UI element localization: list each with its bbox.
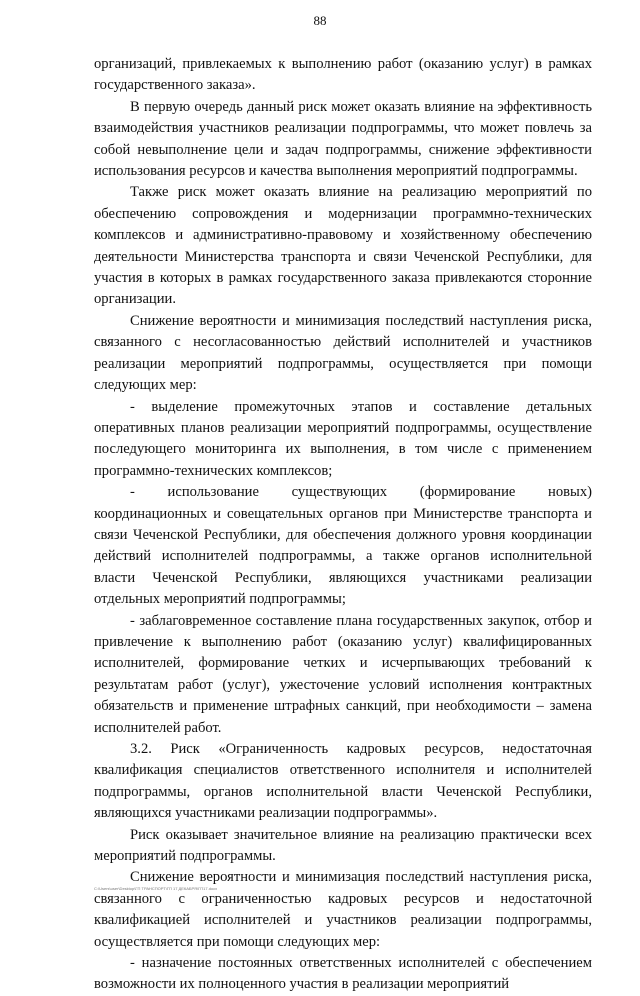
paragraph: Риск оказывает значительное влияние на реализацию практически всех мероприятий подпрограммы. bbox=[94, 826, 592, 865]
paragraph: Снижение вероятности и минимизация последствий наступления риска, связанного с несогласованностью действий исполнителей и участников реализации мероприятий подпрограммы, осуществляется при помощи следующих мер: bbox=[94, 312, 592, 394]
list-item: - выделение промежуточных этапов и составление детальных оперативных планов реализации мероприятий подпрограммы, осуществление последующего мониторинга их выполнения, в том числе с применением программно-технических комплексов; bbox=[94, 398, 592, 479]
page-number: 88 bbox=[313, 13, 327, 28]
paragraph: В первую очередь данный риск может оказать влияние на эффективность взаимодействия участников реализации подпрограммы, что может повлечь за собой невыполнение цели и задач подпрограммы, снижение эффективности использования ресурсов и качества выполнения мероприятий подпрограммы. bbox=[94, 98, 592, 180]
section-heading-paragraph: 3.2. Риск «Ограниченность кадровых ресурсов, недостаточная квалификация специалистов ответственного исполнителя и исполнителей подпрограммы, органов исполнительной власти Чеченской Республики, являющихся участниками реализации подпрограммы». bbox=[94, 741, 592, 822]
paragraph-continuation: организаций, привлекаемых к выполнению работ (оказанию услуг) в рамках государственного заказа». bbox=[94, 56, 592, 94]
list-item: - использование существующих (формирование новых) координационных и совещательных органов при Министерстве транспорта и связи Чеченской Республики, для обеспечения должного уровня координации действий исполнителей подпрограммы, а также органов исполнительной власти Чеченской Республики, являющихся участниками реализации отдельных мероприятий подпрограммы; bbox=[94, 484, 592, 608]
file-path-footer: С:\Users\user\Desktop\ГП ТРАНСПОРТ\ГП 17 ДЕКАБРЯ\ГП17.docx bbox=[94, 886, 218, 891]
paragraph: Снижение вероятности и минимизация последствий наступления риска, связанного с ограниченностью кадровых ресурсов и недостаточной квалификацией исполнителей и участников реализации подпрограммы, осуществляется при помощи следующих мер: bbox=[94, 869, 592, 950]
list-item: - заблаговременное составление плана государственных закупок, отбор и привлечение к выполнению работ (оказанию услуг) квалифицированных исполнителей, формирование четких и исчерпывающих требований к результатам работ (услуг), ужесточение условий исполнения контрактных обязательств и применение штрафных санкций, при необходимости – замена исполнителей работ. bbox=[94, 612, 592, 736]
document-body bbox=[94, 54, 592, 996]
paragraph: Также риск может оказать влияние на реализацию мероприятий по обеспечению сопровождения и модернизации программно-технических комплексов и административно-правовому и хозяйственному обеспечению деятельности Министерства транспорта и связи Чеченской Республики, для участия в которых в рамках государственного заказа привлекаются сторонние организации. bbox=[94, 184, 592, 308]
list-item: - назначение постоянных ответственных исполнителей с обеспечением возможности их полноценного участия в реализации мероприятий bbox=[94, 955, 592, 993]
